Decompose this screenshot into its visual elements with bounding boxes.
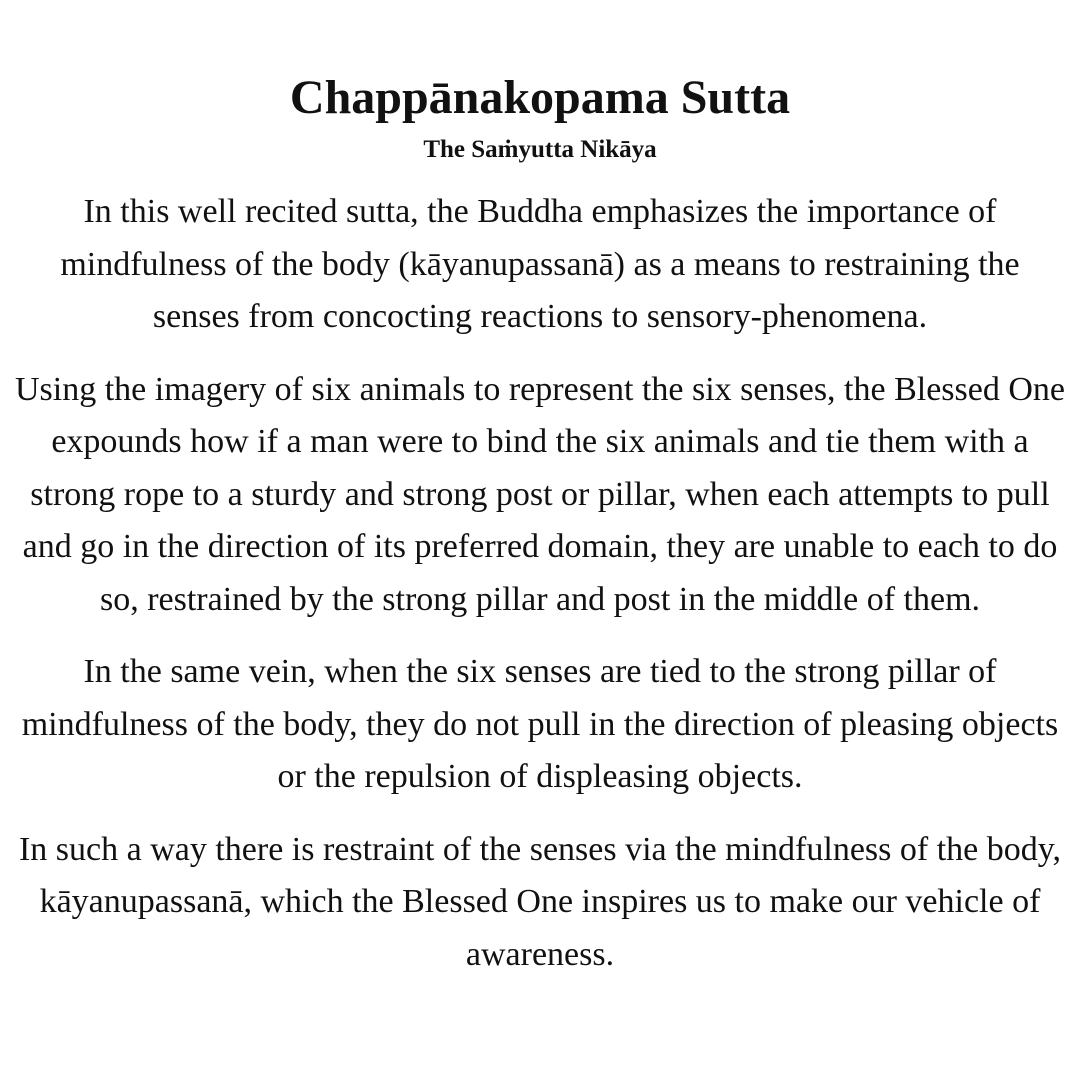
- paragraph-4: In such a way there is restraint of the senses via the mindfulness of the body, kāyanupassanā, which the Blessed One inspires us to make our vehicle of awareness.: [18, 830, 1062, 973]
- paragraph-3: In the same vein, when the six senses are tied to the strong pillar of mindfulness of the body, they do not pull in the direction of pleasing objects or the repulsion of displeasing objects.: [21, 653, 1059, 795]
- page-title: Chappānakopama Sutta: [289, 71, 791, 124]
- paragraph-2: Using the imagery of six animals to represent the six senses, the Blessed One expounds how if a man were to bind the six animals and tie them with a strong rope to a sturdy and strong post or pillar, when each attempts to pull and go in the direction of its preferred domain, they are unable to each to do so, restrained by the strong pillar and post in the middle of them.: [15, 370, 1065, 618]
- page-subtitle: The Saṁyutta Nikāya: [423, 136, 657, 163]
- paragraph-1: In this well recited sutta, the Buddha emphasizes the importance of mindfulness of the body (kāyanupassanā) as a means to restraining the senses from concocting reactions to sensory-phenomena.: [60, 193, 1020, 335]
